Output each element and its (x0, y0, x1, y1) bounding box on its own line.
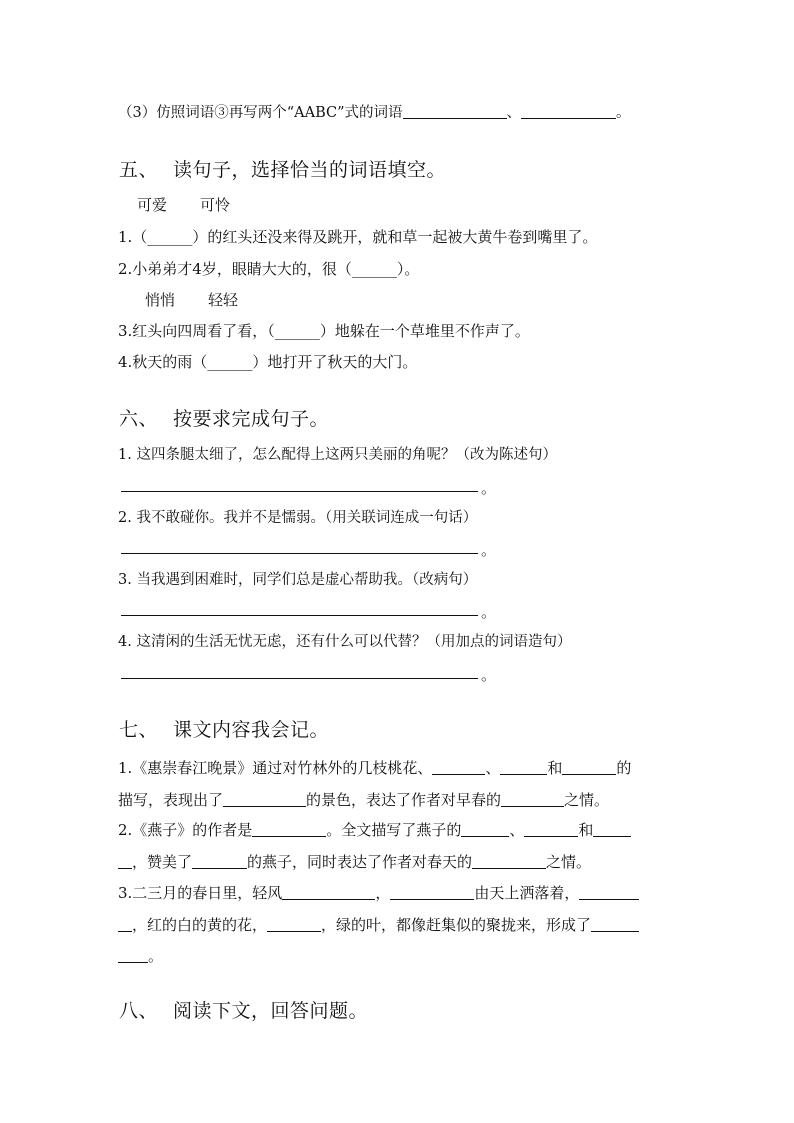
answer-blank[interactable] (390, 883, 474, 900)
question-text: 4.秋天的雨（ (118, 353, 208, 371)
answer-blank[interactable] (282, 883, 375, 900)
text: 2.《燕子》的作者是 (118, 821, 253, 839)
question-item: 1. 这四条腿太细了，怎么配得上这两只美丽的角呢？（改为陈述句） (118, 447, 557, 463)
answer-line[interactable] (121, 615, 478, 616)
section-title: 读句子，选择恰当的词语填空。 (173, 159, 447, 181)
word-option: 悄悄 (145, 291, 176, 309)
separator: 、 (506, 105, 522, 121)
question-text: 2.小弟弟才4岁，眼睛大大的，很（ (118, 260, 352, 278)
answer-blank[interactable] (500, 758, 547, 775)
section-7-heading (119, 718, 329, 742)
word-option: 轻轻 (208, 291, 239, 309)
section-number: 五、 (119, 159, 159, 181)
section-6-heading (119, 407, 329, 431)
question-item: 2. 我不敢碰你。我并不是懦弱。（用关联词连成一句话） (118, 510, 478, 526)
text: ， (375, 884, 391, 902)
answer-blank[interactable] (118, 852, 132, 869)
question-item (118, 352, 417, 372)
text: ，红的白的黄的花， (132, 916, 268, 934)
word-option: 可爱 (137, 196, 168, 214)
text: 。全文描写了燕子的 (326, 821, 462, 839)
question-item (118, 259, 419, 279)
answer-blank[interactable] (501, 790, 564, 807)
answer-blank[interactable] (524, 820, 578, 837)
answer-blank[interactable] (252, 820, 326, 837)
question-text: ）地打开了秋天的大门。 (252, 353, 418, 371)
answer-blank[interactable]: ______ (207, 353, 253, 371)
text: 。 (148, 947, 164, 965)
answer-line[interactable] (121, 553, 478, 554)
answer-blank[interactable]: ______ (147, 228, 193, 246)
text: 由天上洒落着， (474, 884, 580, 902)
section-number: 六、 (119, 408, 159, 430)
period: 。 (616, 105, 631, 121)
fill-line (118, 915, 639, 935)
answer-blank[interactable] (223, 790, 306, 807)
period: 。 (481, 603, 497, 621)
question-text: ）的红头还没来得及跳开，就和草一起被大黄牛卷到嘴里了。 (192, 228, 598, 246)
text: 的燕子，同时表达了作者对春天的 (247, 853, 473, 871)
period: 。 (481, 541, 497, 559)
answer-blank[interactable] (118, 946, 148, 963)
question-item (118, 321, 530, 341)
question-item: 3. 当我遇到困难时，同学们总是虚心帮助我。（改病句） (118, 572, 478, 588)
answer-line[interactable] (121, 491, 478, 492)
question-item (118, 227, 597, 247)
fill-line (118, 758, 631, 778)
fill-line (118, 820, 631, 840)
q3-line (118, 102, 631, 123)
text: 和 (547, 759, 563, 777)
answer-blank[interactable] (192, 852, 247, 869)
answer-blank[interactable] (461, 820, 509, 837)
section-number: 七、 (119, 719, 159, 741)
answer-blank[interactable] (432, 758, 485, 775)
answer-blank[interactable] (521, 102, 616, 119)
text: 、 (509, 821, 525, 839)
section-title: 阅读下文，回答问题。 (173, 1000, 369, 1022)
section-title: 按要求完成句子。 (173, 408, 330, 430)
section-5-heading (119, 158, 446, 182)
answer-blank[interactable] (403, 102, 507, 119)
question-text: 1.（ (118, 228, 148, 246)
answer-blank[interactable] (591, 915, 639, 932)
answer-blank[interactable] (562, 758, 616, 775)
section-number: 八、 (119, 1000, 159, 1022)
text: 的景色，表达了作者对早春的 (306, 791, 502, 809)
text: 的 (616, 759, 632, 777)
q3-text: （3）仿照词语③再写两个“AABC”式的词语 (118, 105, 403, 121)
text: 和 (578, 821, 594, 839)
text: ，绿的叶，都像赶集似的聚拢来，形成了 (321, 916, 592, 934)
period: 。 (481, 666, 497, 684)
text: 3.二三月的春日里，轻风 (118, 884, 283, 902)
answer-line[interactable] (121, 678, 478, 679)
answer-blank[interactable]: ______ (351, 260, 397, 278)
question-text: ）。 (396, 260, 420, 278)
answer-blank[interactable] (593, 820, 631, 837)
word-option: 可怜 (200, 196, 231, 214)
text: 之情。 (564, 791, 610, 809)
answer-blank[interactable] (579, 883, 639, 900)
text: ，赞美了 (132, 853, 193, 871)
fill-line (118, 790, 609, 810)
period: 。 (481, 479, 497, 497)
text: 之情。 (546, 853, 592, 871)
fill-line (118, 883, 639, 903)
question-text: 3.红头向四周看了看，（ (118, 322, 275, 340)
section-title: 课文内容我会记。 (173, 719, 330, 741)
section-8-heading (119, 999, 368, 1023)
fill-line (118, 852, 591, 872)
answer-blank[interactable]: ______ (274, 322, 320, 340)
answer-blank[interactable] (118, 915, 132, 932)
text: 描写，表现出了 (118, 791, 224, 809)
question-text: ）地躲在一个草堆里不作声了。 (319, 322, 530, 340)
text: 、 (485, 759, 501, 777)
fill-line (118, 946, 163, 966)
text: 1.《惠崇春江晚景》通过对竹林外的几枝桃花、 (118, 759, 433, 777)
question-item: 4. 这清闲的生活无忧无虑，还有什么可以代替？（用加点的词语造句） (118, 634, 572, 650)
answer-blank[interactable] (267, 915, 321, 932)
answer-blank[interactable] (472, 852, 546, 869)
